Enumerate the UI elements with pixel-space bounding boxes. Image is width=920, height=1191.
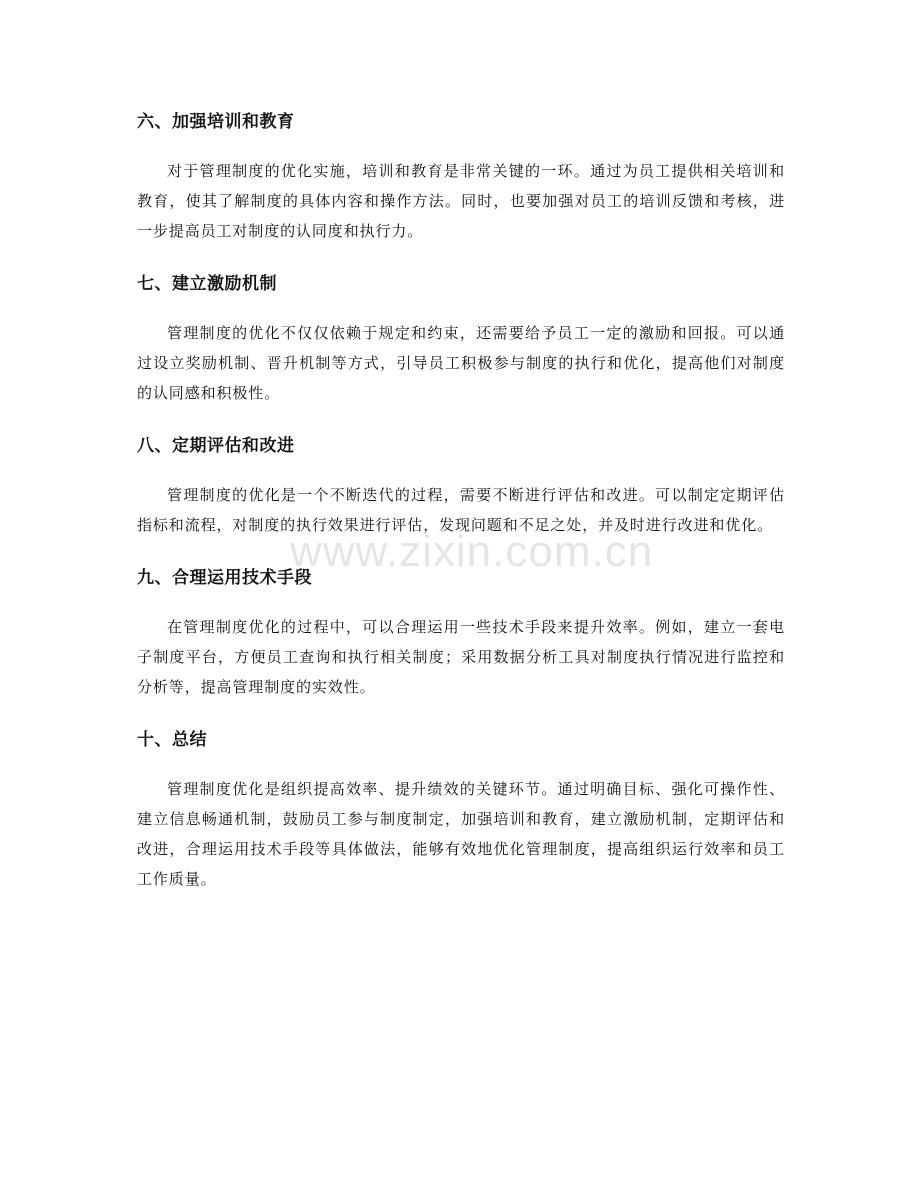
section-paragraph: 对于管理制度的优化实施，培训和教育是非常关键的一环。通过为员工提供相关培训和教育，使其了解制度的具体内容和操作方法。同时，也要加强对员工的培训反馈和考核，进一步提高员工对制度的认同度和执行力。 bbox=[137, 162, 785, 240]
watermark: www.zixin.com.cn bbox=[290, 527, 654, 576]
section-title: 十、总结 bbox=[137, 730, 207, 750]
section-title: 七、建立激励机制 bbox=[137, 274, 277, 294]
section-title: 八、定期评估和改进 bbox=[137, 436, 295, 456]
document-content bbox=[137, 104, 785, 914]
section-title: 九、合理运用技术手段 bbox=[137, 568, 312, 588]
section-paragraph: 在管理制度优化的过程中，可以合理运用一些技术手段来提升效率。例如，建立一套电子制度平台，方便员工查询和执行相关制度；采用数据分析工具对制度执行情况进行监控和分析等，提高管理制度的实效性。 bbox=[137, 618, 785, 696]
section-paragraph: 管理制度的优化不仅仅依赖于规定和约束，还需要给予员工一定的激励和回报。可以通过设立奖励机制、晋升机制等方式，引导员工积极参与制度的执行和优化，提高他们对制度的认同感和积极性。 bbox=[137, 324, 785, 402]
section-summary bbox=[137, 722, 785, 894]
section-title: 六、加强培训和教育 bbox=[137, 112, 295, 132]
section-evaluation bbox=[137, 428, 785, 540]
section-incentive bbox=[137, 266, 785, 408]
section-paragraph: 管理制度优化是组织提高效率、提升绩效的关键环节。通过明确目标、强化可操作性、建立信息畅通机制，鼓励员工参与制度制定，加强培训和教育，建立激励机制，定期评估和改进，合理运用技术手段等具体做法，能够有效地优化管理制度，提高组织运行效率和员工工作质量。 bbox=[137, 780, 785, 888]
section-training bbox=[137, 104, 785, 246]
section-paragraph: 管理制度的优化是一个不断迭代的过程，需要不断进行评估和改进。可以制定定期评估指标和流程，对制度的执行效果进行评估，发现问题和不足之处，并及时进行改进和优化。 bbox=[137, 486, 785, 534]
section-technology bbox=[137, 560, 785, 702]
